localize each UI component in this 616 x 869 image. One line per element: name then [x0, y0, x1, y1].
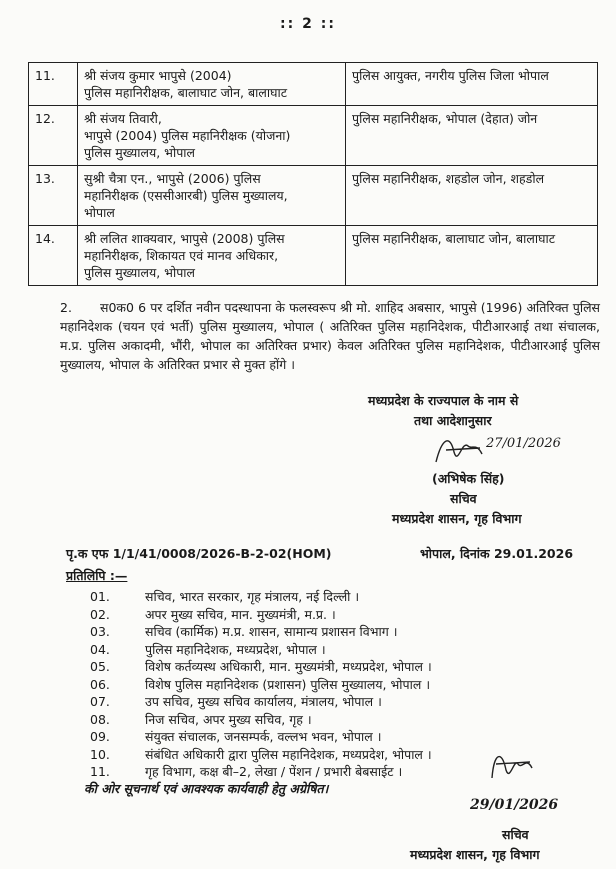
copy-list-item: [90, 711, 312, 728]
posting-table: [28, 62, 598, 286]
reference-number: पृ.क एफ 1/1/41/0008/2026-B-2-02(HOM): [66, 546, 332, 561]
new-post-cell: पुलिस महानिरीक्षक, शहडोल जोन, शहडोल: [346, 166, 598, 226]
serial-number-cell: 11.: [29, 63, 78, 106]
order-line-2: तथा आदेशानुसार: [414, 413, 492, 428]
copy-item-number: 05.: [90, 659, 110, 674]
officer-cell: [78, 166, 346, 226]
copy-item-text: सचिव, भारत सरकार, गृह मंत्रालय, नई दिल्ली ।: [145, 589, 360, 604]
signatory-department: मध्यप्रदेश शासन, गृह विभाग: [392, 511, 522, 526]
copy-item-number: 02.: [90, 606, 110, 622]
officer-line: पुलिस महानिरीक्षक, बालाघाट जोन, बालाघाट: [84, 85, 288, 100]
copy-item-number: 03.: [90, 624, 110, 639]
copy-item-text: गृह विभाग, कक्ष बी–2, लेखा / पेंशन / प्रभारी बेबसाईट ।: [145, 764, 403, 779]
table-row: [29, 226, 598, 286]
copy-item-text: निज सचिव, अपर मुख्य सचिव, गृह ।: [145, 711, 312, 727]
serial-number-cell: 12.: [29, 106, 78, 166]
table-row: [29, 63, 598, 106]
handwritten-date-1: 27/01/2026: [486, 436, 561, 451]
officer-line: श्री ललित शाक्यवार, भापुसे (2008) पुलिस: [84, 231, 285, 246]
officer-line: भापुसे (2004) पुलिस महानिरीक्षक (योजना): [84, 128, 291, 143]
officer-line: सुश्री चैत्रा एन., भापुसे (2006) पुलिस: [84, 171, 261, 186]
copy-item-text: अपर मुख्य सचिव, मान. मुख्यमंत्री, म.प्र. ।: [145, 606, 336, 622]
copy-item-text: उप सचिव, मुख्य सचिव कार्यालय, मंत्रालय, भोपाल ।: [145, 694, 382, 709]
copy-item-number: 09.: [90, 729, 110, 744]
signatory-designation: सचिव: [450, 491, 477, 506]
copy-list-item: [90, 728, 381, 745]
officer-line: महानिरीक्षक (एससीआरबी) पुलिस मुख्यालय,: [84, 188, 288, 203]
officer-cell: [78, 106, 346, 166]
officer-cell: [78, 226, 346, 286]
copy-item-number: 10.: [90, 746, 110, 762]
copy-item-text: संयुक्त संचालक, जनसम्पर्क, वल्लभ भवन, भोपाल ।: [145, 729, 382, 744]
governor-order-line: मध्यप्रदेश के राज्यपाल के नाम से: [368, 393, 519, 408]
copy-list-item: [90, 623, 398, 640]
signatory-2-designation: सचिव: [502, 827, 529, 842]
copy-list-item: [90, 606, 336, 623]
copy-list-item: [90, 588, 359, 605]
copy-item-number: 08.: [90, 711, 110, 727]
copy-item-number: 07.: [90, 694, 110, 709]
copy-item-text: संबंधित अधिकारी द्वारा पुलिस महानिदेशक, मध्यप्रदेश, भोपाल ।: [145, 746, 432, 762]
serial-number-cell: 13.: [29, 166, 78, 226]
copy-list-item: [90, 676, 430, 693]
signatory-name: (अभिषेक सिंह): [432, 471, 505, 486]
officer-line: श्री संजय तिवारी,: [84, 111, 162, 126]
table-row: [29, 106, 598, 166]
reference-place-date: भोपाल, दिनांक 29.01.2026: [420, 546, 574, 561]
serial-number-cell: 14.: [29, 226, 78, 286]
handwritten-signature-2: [486, 748, 536, 784]
copy-item-text: विशेष पुलिस महानिदेशक (प्रशासन) पुलिस मुख्यालय, भोपाल ।: [145, 676, 431, 692]
officer-line: महानिरीक्षक, शिकायत एवं मानव अधिकार,: [84, 248, 279, 263]
copy-list-item: [90, 658, 432, 675]
new-post-cell: पुलिस महानिरीक्षक, बालाघाट जोन, बालाघाट: [346, 226, 598, 286]
copy-list-item: [90, 641, 326, 658]
paragraph-text: स0क0 6 पर दर्शित नवीन पदस्थापना के फलस्वरूप श्री मो. शाहिद अबसार, भापुसे (1996) अतिरिक्त पुलिस महानिदेशक (चयन एवं भर्ती) पुलिस मुख्यालय, भोपाल ( अतिरिक्त पुलिस महानिदेशक, पीटीआरआई तथा संचालक, म.प्र. पुलिस अकादमी, भौंरी, भोपाल का अतिरिक्त प्रभार) केवल अतिरिक्त पुलिस महानिदेशक, पीटीआरआई पुलिस मुख्यालय, भोपाल के अतिरिक्त प्रभार से मुक्त होंगे ।: [60, 300, 600, 372]
paragraph-2: [60, 298, 600, 374]
new-post-cell: पुलिस महानिरीक्षक, भोपाल (देहात) जोन: [346, 106, 598, 166]
officer-line: पुलिस मुख्यालय, भोपाल: [84, 145, 196, 160]
page-number: :: 2 ::: [280, 16, 336, 32]
forwarding-line: की ओर सूचनार्थ एवं आवश्यक कार्यवाही हेतु अग्रेषित।: [84, 781, 329, 796]
copy-list-item: [90, 763, 402, 780]
table-row: [29, 166, 598, 226]
copy-item-text: सचिव (कार्मिक) म.प्र. शासन, सामान्य प्रशासन विभाग ।: [145, 624, 398, 639]
paragraph-number: 2.: [60, 300, 72, 315]
handwritten-date-2: 29/01/2026: [470, 797, 559, 813]
officer-line: पुलिस मुख्यालय, भोपाल: [84, 265, 196, 280]
copy-list-item: [90, 693, 382, 710]
copy-item-number: 04.: [90, 641, 110, 657]
copy-list-item: [90, 746, 432, 763]
officer-line: भोपाल: [84, 205, 115, 220]
officer-cell: [78, 63, 346, 106]
copy-item-number: 01.: [90, 589, 110, 604]
copy-item-text: विशेष कर्तव्यस्थ अधिकारी, मान. मुख्यमंत्री, मध्यप्रदेश, भोपाल ।: [145, 659, 432, 674]
officer-line: श्री संजय कुमार भापुसे (2004): [84, 68, 232, 83]
copy-label: प्रतिलिपि :—: [66, 568, 128, 583]
new-post-cell: पुलिस आयुक्त, नगरीय पुलिस जिला भोपाल: [346, 63, 598, 106]
copy-item-number: 06.: [90, 676, 110, 692]
signatory-2-department: मध्यप्रदेश शासन, गृह विभाग: [410, 847, 540, 862]
copy-item-number: 11.: [90, 764, 110, 779]
copy-item-text: पुलिस महानिदेशक, मध्यप्रदेश, भोपाल ।: [145, 641, 326, 657]
